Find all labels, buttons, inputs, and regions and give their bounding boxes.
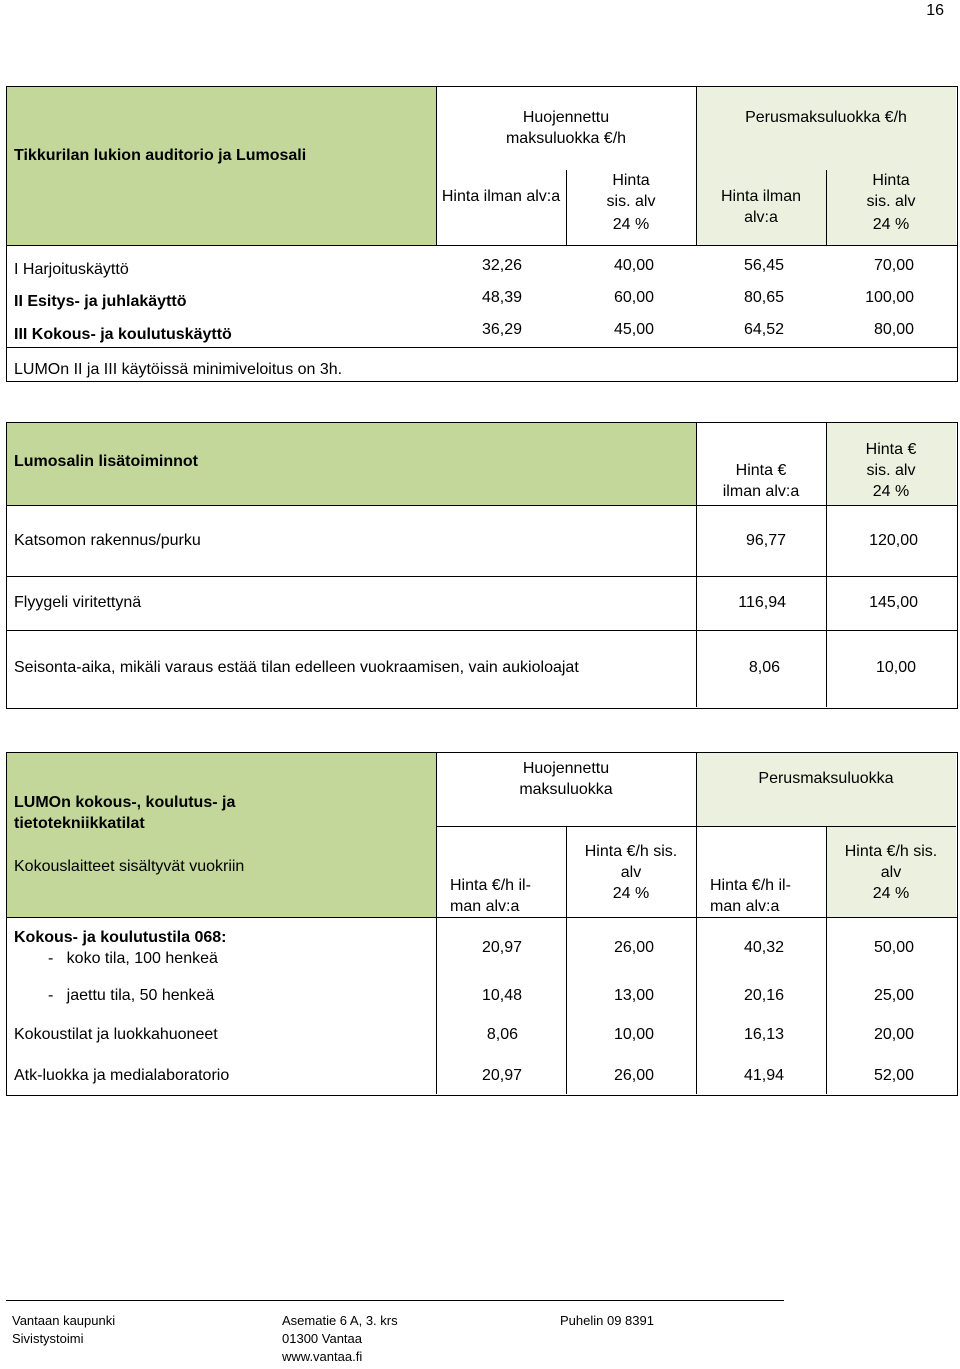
cell-value: 70,00 bbox=[873, 257, 914, 274]
cell-value: 26,00 bbox=[613, 1067, 654, 1084]
row-label: III Kokous- ja koulutuskäyttö bbox=[14, 326, 232, 343]
cell-value: 13,00 bbox=[613, 987, 654, 1004]
cell-value: 36,29 bbox=[481, 321, 522, 338]
cell-value: 80,65 bbox=[743, 289, 784, 306]
cell-value: 60,00 bbox=[613, 289, 654, 306]
cell-value: 145,00 bbox=[869, 594, 918, 611]
table1-group-reduced: Huojennettu maksuluokka €/h bbox=[505, 109, 627, 147]
cell-value: 10,00 bbox=[875, 659, 916, 676]
row-label: Flyygeli viritettynä bbox=[14, 594, 142, 611]
row-label: - koko tila, 100 henkeä bbox=[48, 950, 218, 967]
cell-value: 16,13 bbox=[743, 1026, 784, 1043]
cell-value: 20,00 bbox=[873, 1026, 914, 1043]
col-incl-line2: alv bbox=[620, 864, 642, 881]
row-label: - jaettu tila, 50 henkeä bbox=[48, 987, 215, 1004]
footer-org-line2: Sivistystoimi bbox=[12, 1331, 84, 1346]
row-label: Kokoustilat ja luokkahuoneet bbox=[14, 1026, 218, 1043]
table3-subtitle: Kokouslaitteet sisältyvät vuokriin bbox=[14, 858, 245, 875]
cell-value: 100,00 bbox=[865, 289, 914, 306]
cell-value: 64,52 bbox=[743, 321, 784, 338]
cell-value: 10,48 bbox=[481, 987, 522, 1004]
row-label: Atk-luokka ja medialaboratorio bbox=[14, 1067, 230, 1084]
col-excl-line1: Hinta €/h il- bbox=[450, 877, 531, 894]
cell-value: 20,97 bbox=[481, 939, 522, 956]
col-excl-line2: man alv:a bbox=[710, 898, 780, 915]
col-excl-line1: Hinta €/h il- bbox=[710, 877, 791, 894]
table1-title: Tikkurilan lukion auditorio ja Lumosali bbox=[14, 147, 307, 164]
cell-value: 26,00 bbox=[613, 939, 654, 956]
title-line2: tietotekniikkatilat bbox=[14, 815, 145, 832]
footer-address bbox=[282, 1313, 398, 1364]
cell-value: 8,06 bbox=[748, 659, 780, 676]
cell-value: 80,00 bbox=[873, 321, 914, 338]
col-incl-line1: Hinta bbox=[872, 172, 910, 189]
row-label: II Esitys- ja juhlakäyttö bbox=[14, 293, 187, 310]
cell-value: 50,00 bbox=[873, 939, 914, 956]
table3-col-incl-basic bbox=[826, 841, 956, 904]
cell-value: 8,06 bbox=[486, 1026, 518, 1043]
table2-title: Lumosalin lisätoiminnot bbox=[14, 453, 199, 470]
table3-group-basic: Perusmaksuluokka bbox=[758, 770, 894, 787]
group-line2: maksuluokka bbox=[519, 781, 613, 798]
table1-group-basic: Perusmaksuluokka €/h bbox=[745, 109, 907, 126]
row-label: Katsomon rakennus/purku bbox=[14, 532, 201, 549]
col-incl-line1: Hinta €/h sis. bbox=[844, 843, 938, 860]
group-line1: Huojennettu bbox=[522, 760, 610, 777]
table3-section-heading: Kokous- ja koulutustila 068: bbox=[14, 929, 227, 946]
footer-org-line1: Vantaan kaupunki bbox=[12, 1313, 116, 1328]
cell-value: 116,94 bbox=[738, 594, 786, 611]
table1-col-incl-reduced bbox=[566, 170, 696, 235]
table1-col-incl-basic bbox=[826, 170, 956, 235]
col-incl-line1: Hinta bbox=[612, 172, 650, 189]
cell-value: 20,97 bbox=[481, 1067, 522, 1084]
cell-value: 40,32 bbox=[743, 939, 784, 956]
col-incl-line2: sis. alv bbox=[866, 462, 916, 479]
footer-addr-line1: Asematie 6 A, 3. krs bbox=[282, 1313, 398, 1328]
cell-value: 40,00 bbox=[613, 257, 654, 274]
col-incl-line3: 24 % bbox=[872, 483, 910, 500]
table1-col-excl-basic: Hinta ilman alv:a bbox=[720, 188, 802, 226]
row-label: I Harjoituskäyttö bbox=[14, 261, 129, 278]
page-number: 16 bbox=[926, 2, 944, 19]
table3-col-incl-reduced bbox=[566, 841, 696, 904]
footer-org bbox=[12, 1313, 115, 1346]
col-incl-line1: Hinta € bbox=[865, 441, 917, 458]
footer-phone: Puhelin 09 8391 bbox=[560, 1313, 654, 1328]
col-incl-line1: Hinta €/h sis. bbox=[584, 843, 678, 860]
table3-col-excl-basic bbox=[710, 875, 826, 917]
table2-col-excl bbox=[696, 460, 826, 502]
col-incl-line3: 24 % bbox=[872, 216, 910, 233]
col-excl-line2: ilman alv:a bbox=[722, 483, 800, 500]
col-incl-line3: 24 % bbox=[612, 216, 650, 233]
col-incl-line2: alv bbox=[880, 864, 902, 881]
cell-value: 56,45 bbox=[743, 257, 784, 274]
cell-value: 20,16 bbox=[743, 987, 784, 1004]
table3-group-reduced bbox=[436, 758, 696, 800]
col-excl-line2: man alv:a bbox=[450, 898, 520, 915]
footer-website-link[interactable]: www.vantaa.fi bbox=[282, 1349, 363, 1364]
table3-col-excl-reduced bbox=[450, 875, 566, 917]
row-label: Seisonta-aika, mikäli varaus estää tilan edelleen vuokraamisen, vain aukioloajat bbox=[14, 659, 579, 676]
col-incl-line3: 24 % bbox=[872, 885, 910, 902]
cell-value: 41,94 bbox=[743, 1067, 784, 1084]
cell-value: 120,00 bbox=[869, 532, 918, 549]
table3-title bbox=[14, 792, 235, 834]
col-incl-line2: sis. alv bbox=[606, 193, 656, 210]
footer-addr-line2: 01300 Vantaa bbox=[282, 1331, 362, 1346]
table1-col-excl-reduced: Hinta ilman alv:a bbox=[441, 188, 561, 205]
cell-value: 45,00 bbox=[613, 321, 654, 338]
cell-value: 25,00 bbox=[873, 987, 914, 1004]
title-line1: LUMOn kokous-, koulutus- ja bbox=[14, 794, 236, 811]
cell-value: 52,00 bbox=[873, 1067, 914, 1084]
cell-value: 96,77 bbox=[745, 532, 786, 549]
col-incl-line3: 24 % bbox=[612, 885, 650, 902]
col-excl-line1: Hinta € bbox=[735, 462, 787, 479]
cell-value: 48,39 bbox=[481, 289, 522, 306]
col-incl-line2: sis. alv bbox=[866, 193, 916, 210]
cell-value: 32,26 bbox=[481, 257, 522, 274]
footer-rule bbox=[6, 1300, 784, 1301]
table2-col-incl bbox=[826, 439, 956, 502]
table1-note: LUMOn II ja III käytöissä minimiveloitus on 3h. bbox=[14, 361, 343, 378]
cell-value: 10,00 bbox=[613, 1026, 654, 1043]
